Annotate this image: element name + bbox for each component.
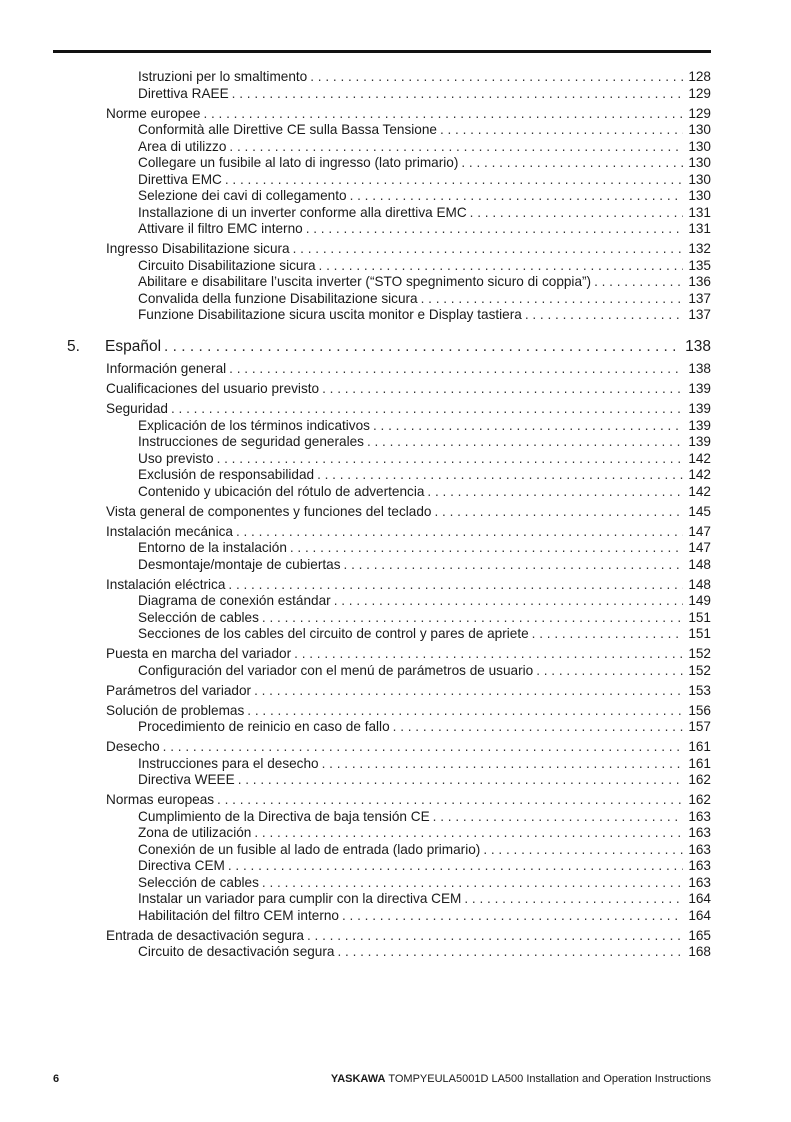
toc-entry-title: Instalar un variador para cumplir con la directiva CEM (138, 891, 464, 908)
toc-entry-title: Attivare il filtro EMC interno (138, 221, 306, 238)
toc-page-number: 162 (688, 772, 711, 787)
toc-page-number: 135 (688, 257, 711, 273)
toc-entry-title: Circuito de desactivación segura (138, 944, 337, 961)
dot-leader (225, 172, 683, 189)
toc-subsection[interactable] (0, 467, 711, 484)
toc-entry-title: Entorno de la instalación (138, 540, 290, 557)
toc-entry-title: Puesta en marcha del variador (106, 646, 294, 663)
toc-subsection[interactable] (0, 172, 711, 189)
dot-leader (163, 739, 683, 756)
toc-subsection[interactable] (0, 86, 711, 103)
toc-page-number: 161 (688, 739, 711, 754)
toc-subsection[interactable] (0, 626, 711, 643)
toc-entry-title: Habilitación del filtro CEM interno (138, 908, 342, 925)
dot-leader (461, 155, 683, 172)
toc-entry-title: Conexión de un fusible al lado de entrada (lado primario) (138, 842, 483, 859)
toc-page-number: 147 (688, 523, 711, 539)
toc-page-number: 139 (688, 381, 711, 396)
toc-subsection[interactable] (0, 205, 711, 222)
toc-entry-title: Convalida della funzione Disabilitazione sicura (138, 291, 421, 308)
toc-entry-title: Vista general de componentes y funciones del teclado (106, 504, 434, 521)
toc-entry-title: Directiva WEEE (138, 772, 238, 789)
toc-entry-title: Instrucciones de seguridad generales (138, 434, 367, 451)
toc-entry-title: Cualificaciones del usuario previsto (106, 381, 322, 398)
dot-leader (290, 540, 683, 557)
toc-subsection[interactable] (0, 188, 711, 205)
toc-section[interactable] (0, 739, 711, 756)
toc-entry-title: Contenido y ubicación del rótulo de advertencia (138, 484, 427, 501)
toc-page-number: 156 (688, 702, 711, 718)
dot-leader (427, 484, 683, 501)
toc-page-number: 139 (688, 434, 711, 449)
dot-leader (464, 891, 683, 908)
toc-section[interactable] (0, 241, 711, 258)
dot-leader (433, 809, 683, 826)
toc-section[interactable] (0, 401, 711, 418)
toc-page-number: 163 (688, 808, 711, 824)
toc-page-number: 142 (688, 450, 711, 466)
dot-leader (337, 944, 683, 961)
dot-leader (203, 106, 683, 123)
toc-entry-title: Funzione Disabilitazione sicura uscita monitor e Display tastiera (138, 307, 525, 324)
dot-leader (171, 401, 683, 418)
toc-subsection[interactable] (0, 418, 711, 435)
toc-section[interactable] (0, 703, 711, 720)
toc-page-number: 151 (688, 626, 711, 641)
toc-entry-title: Procedimiento de reinicio en caso de fallo (138, 719, 393, 736)
toc-entry-title: Desecho (106, 739, 163, 756)
toc-subsection[interactable] (0, 719, 711, 736)
table-of-contents (0, 69, 791, 961)
toc-page-number: 152 (688, 662, 711, 678)
toc-page-number: 145 (688, 503, 711, 519)
toc-page-number: 148 (688, 576, 711, 592)
toc-page-number: 163 (688, 874, 711, 890)
toc-entry-title: Conformità alle Direttive CE sulla Bassa Tensione (138, 122, 440, 139)
toc-entry-title: Istruzioni per lo smaltimento (138, 69, 310, 86)
dot-leader (217, 792, 683, 809)
header-rule (53, 50, 711, 53)
dot-leader (262, 875, 683, 892)
dot-leader (229, 139, 683, 156)
toc-entry-title: Cumplimiento de la Directiva de baja tensión CE (138, 809, 433, 826)
toc-subsection[interactable] (0, 557, 711, 574)
toc-subsection[interactable] (0, 858, 711, 875)
toc-page-number: 130 (688, 122, 711, 137)
toc-page-number: 148 (688, 556, 711, 572)
toc-page-number: 132 (688, 241, 711, 256)
toc-page-number: 149 (688, 593, 711, 608)
dot-leader (164, 336, 681, 358)
toc-entry-title: Direttiva EMC (138, 172, 225, 189)
dot-leader (594, 274, 683, 291)
toc-page-number: 128 (688, 69, 711, 84)
toc-subsection[interactable] (0, 908, 711, 925)
toc-page-number: 153 (688, 682, 711, 698)
dot-leader (319, 258, 683, 275)
toc-entry-title: Solución de problemas (106, 703, 247, 720)
chapter-number: 5. (67, 337, 80, 355)
toc-page-number: 138 (685, 337, 711, 355)
toc-entry-title: Español (105, 336, 164, 358)
dot-leader (228, 858, 683, 875)
toc-page-number: 147 (688, 540, 711, 555)
toc-entry-title: Diagrama de conexión estándar (138, 593, 334, 610)
toc-subsection[interactable] (0, 307, 711, 324)
dot-leader (229, 361, 683, 378)
toc-subsection[interactable] (0, 221, 711, 238)
doc-title-text: TOMPYEULA5001D LA500 Installation and Operation Instructions (385, 1073, 711, 1085)
toc-entry-title: Instalación eléctrica (106, 577, 228, 594)
toc-subsection[interactable] (0, 155, 711, 172)
dot-leader (238, 772, 683, 789)
toc-entry-title: Información general (106, 361, 229, 378)
toc-page-number: 130 (688, 171, 711, 187)
toc-section[interactable] (0, 524, 711, 541)
toc-section[interactable] (0, 928, 711, 945)
toc-section[interactable] (0, 792, 711, 809)
toc-entry-title: Instalación mecánica (106, 524, 236, 541)
dot-leader (322, 381, 683, 398)
toc-entry-title: Configuración del variador con el menú de parámetros de usuario (138, 663, 536, 680)
dot-leader (228, 577, 683, 594)
toc-page-number: 136 (688, 274, 711, 289)
toc-subsection[interactable] (0, 593, 711, 610)
toc-page-number: 163 (688, 841, 711, 857)
toc-section[interactable] (0, 683, 711, 700)
toc-entry-title: Normas europeas (106, 792, 217, 809)
toc-page-number: 157 (688, 719, 711, 734)
toc-page-number: 129 (688, 105, 711, 121)
dot-leader (536, 663, 683, 680)
toc-entry-title: Parámetros del variador (106, 683, 254, 700)
dot-leader (232, 86, 683, 103)
toc-subsection[interactable] (0, 891, 711, 908)
toc-subsection[interactable] (0, 663, 711, 680)
toc-page-number: 161 (688, 755, 711, 771)
toc-page-number: 131 (688, 221, 711, 236)
dot-leader (434, 504, 683, 521)
toc-page-number: 139 (688, 417, 711, 433)
toc-page-number: 130 (688, 138, 711, 154)
toc-entry-title: Instrucciones para el desecho (138, 756, 322, 773)
toc-entry-title: Uso previsto (138, 451, 217, 468)
toc-subsection[interactable] (0, 69, 711, 86)
toc-section[interactable] (0, 361, 711, 378)
toc-page-number: 163 (688, 825, 711, 840)
toc-entry-title: Desmontaje/montaje de cubiertas (138, 557, 344, 574)
toc-entry-title: Exclusión de responsabilidad (138, 467, 317, 484)
toc-subsection[interactable] (0, 756, 711, 773)
dot-leader (367, 434, 683, 451)
toc-page-number: 137 (688, 290, 711, 306)
toc-subsection[interactable] (0, 809, 711, 826)
toc-subsection[interactable] (0, 451, 711, 468)
document-title (331, 1073, 711, 1085)
toc-entry-title: Seguridad (106, 401, 171, 418)
toc-page-number: 165 (688, 927, 711, 943)
toc-page-number: 163 (688, 858, 711, 873)
toc-entry-title: Selección de cables (138, 610, 262, 627)
toc-page-number: 164 (688, 907, 711, 923)
toc-subsection[interactable] (0, 139, 711, 156)
toc-entry-title: Norme europee (106, 106, 203, 123)
toc-subsection[interactable] (0, 842, 711, 859)
toc-section[interactable] (0, 106, 711, 123)
toc-entry-title: Installazione di un inverter conforme alla direttiva EMC (138, 205, 470, 222)
page-number: 6 (53, 1073, 60, 1085)
dot-leader (254, 825, 683, 842)
toc-page-number: 131 (688, 204, 711, 220)
dot-leader (217, 451, 683, 468)
toc-page-number: 168 (688, 944, 711, 959)
dot-leader (236, 524, 683, 541)
dot-leader (306, 221, 683, 238)
toc-page-number: 129 (688, 85, 711, 101)
toc-page-number: 137 (688, 307, 711, 322)
toc-entry-title: Collegare un fusibile al lato di ingresso (lato primario) (138, 155, 461, 172)
toc-subsection[interactable] (0, 610, 711, 627)
dot-leader (247, 703, 683, 720)
toc-section[interactable] (0, 646, 711, 663)
toc-entry-title: Explicación de los términos indicativos (138, 418, 373, 435)
dot-leader (262, 610, 683, 627)
toc-section[interactable] (0, 504, 711, 521)
toc-subsection[interactable] (0, 291, 711, 308)
toc-page-number: 151 (688, 609, 711, 625)
toc-subsection[interactable] (0, 875, 711, 892)
toc-entry-title: Secciones de los cables del circuito de control y pares de apriete (138, 626, 532, 643)
dot-leader (293, 241, 683, 258)
toc-section[interactable] (0, 577, 711, 594)
dot-leader (532, 626, 683, 643)
toc-page-number: 142 (688, 483, 711, 499)
toc-page-number: 142 (688, 467, 711, 482)
toc-entry-title: Zona de utilización (138, 825, 254, 842)
dot-leader (294, 646, 683, 663)
dot-leader (393, 719, 683, 736)
toc-entry-title: Ingresso Disabilitazione sicura (106, 241, 293, 258)
toc-page-number: 164 (688, 891, 711, 906)
toc-chapter[interactable] (0, 336, 711, 358)
dot-leader (373, 418, 683, 435)
toc-entry-title: Entrada de desactivación segura (106, 928, 307, 945)
dot-leader (334, 593, 683, 610)
toc-entry-title: Abilitare e disabilitare l’uscita inverter (“STO spegnimento sicuro di coppia”) (138, 274, 594, 291)
toc-page-number: 130 (688, 155, 711, 170)
dot-leader (421, 291, 683, 308)
dot-leader (322, 756, 683, 773)
toc-page-number: 138 (688, 361, 711, 376)
toc-page-number: 139 (688, 401, 711, 416)
dot-leader (525, 307, 683, 324)
toc-subsection[interactable] (0, 825, 711, 842)
toc-section[interactable] (0, 381, 711, 398)
toc-subsection[interactable] (0, 944, 711, 961)
dot-leader (470, 205, 683, 222)
toc-entry-title: Selección de cables (138, 875, 262, 892)
toc-page-number: 130 (688, 188, 711, 203)
dot-leader (350, 188, 683, 205)
toc-subsection[interactable] (0, 258, 711, 275)
page-footer (53, 1073, 711, 1087)
toc-entry-title: Circuito Disabilitazione sicura (138, 258, 319, 275)
brand-name: YASKAWA (330, 1073, 386, 1085)
toc-subsection[interactable] (0, 540, 711, 557)
dot-leader (440, 122, 683, 139)
toc-page-number: 152 (688, 646, 711, 661)
dot-leader (342, 908, 683, 925)
dot-leader (254, 683, 683, 700)
dot-leader (344, 557, 683, 574)
dot-leader (310, 69, 683, 86)
dot-leader (307, 928, 683, 945)
toc-subsection[interactable] (0, 484, 711, 501)
toc-entry-title: Direttiva RAEE (138, 86, 232, 103)
toc-subsection[interactable] (0, 274, 711, 291)
dot-leader (483, 842, 683, 859)
toc-entry-title: Selezione dei cavi di collegamento (138, 188, 350, 205)
toc-entry-title: Directiva CEM (138, 858, 228, 875)
toc-subsection[interactable] (0, 122, 711, 139)
toc-entry-title: Area di utilizzo (138, 139, 229, 156)
toc-page-number: 162 (688, 792, 711, 807)
toc-subsection[interactable] (0, 772, 711, 789)
dot-leader (317, 467, 683, 484)
toc-subsection[interactable] (0, 434, 711, 451)
